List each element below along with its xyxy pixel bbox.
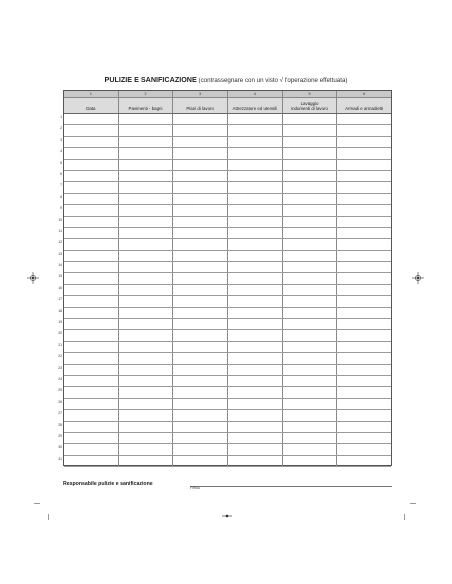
entry-cell[interactable]: [64, 444, 118, 454]
entry-cell[interactable]: [282, 262, 337, 272]
entry-cell[interactable]: [227, 330, 282, 340]
entry-cell[interactable]: [172, 228, 227, 238]
row-number: 17: [58, 297, 62, 302]
crop-mark: [404, 514, 405, 520]
entry-cell[interactable]: [172, 285, 227, 295]
table-row: [64, 217, 391, 228]
entry-cell[interactable]: [282, 353, 337, 363]
entry-cell[interactable]: [172, 399, 227, 409]
entry-cell[interactable]: [227, 137, 282, 147]
entry-cell[interactable]: [118, 319, 173, 329]
entry-cell[interactable]: [64, 422, 118, 432]
row-number: 23: [58, 365, 62, 370]
row-number: 6: [60, 171, 62, 176]
entry-cell[interactable]: [336, 114, 391, 124]
table-row: [64, 171, 391, 182]
entry-cell[interactable]: [64, 376, 118, 386]
entry-cell[interactable]: [336, 205, 391, 215]
row-number: 14: [58, 263, 62, 268]
entry-cell[interactable]: [64, 205, 118, 215]
entry-cell[interactable]: [282, 217, 337, 227]
entry-cell[interactable]: [282, 251, 337, 261]
entry-cell[interactable]: [336, 342, 391, 352]
row-number: 19: [58, 320, 62, 325]
table-row: [64, 308, 391, 319]
table-row: [64, 137, 391, 148]
table-row: [64, 182, 391, 193]
table-row: [64, 433, 391, 444]
entry-cell[interactable]: [118, 296, 173, 306]
entry-cell[interactable]: [336, 296, 391, 306]
entry-cell[interactable]: [118, 205, 173, 215]
registration-mark-bottom-icon: [222, 511, 232, 521]
row-number: 8: [60, 194, 62, 199]
row-number: 29: [58, 433, 62, 438]
entry-cell[interactable]: [336, 228, 391, 238]
row-number-column: [56, 112, 63, 465]
entry-cell[interactable]: [172, 125, 227, 135]
table-row: [64, 365, 391, 376]
entry-cell[interactable]: [282, 330, 337, 340]
entry-cell[interactable]: [64, 387, 118, 397]
entry-cell[interactable]: [282, 433, 337, 443]
entry-cell[interactable]: [172, 137, 227, 147]
entry-cell[interactable]: [64, 433, 118, 443]
entry-cell[interactable]: [227, 456, 282, 466]
entry-cell[interactable]: [118, 273, 173, 283]
row-number: 12: [58, 240, 62, 245]
entry-cell[interactable]: [64, 239, 118, 249]
entry-cell[interactable]: [172, 410, 227, 420]
entry-cell[interactable]: [227, 251, 282, 261]
entry-cell[interactable]: [64, 319, 118, 329]
row-number: 4: [60, 149, 62, 154]
entry-cell[interactable]: [64, 273, 118, 283]
entry-cell[interactable]: [118, 125, 173, 135]
entry-cell[interactable]: [118, 285, 173, 295]
entry-cell[interactable]: [64, 285, 118, 295]
entry-cell[interactable]: [336, 273, 391, 283]
table-row: [64, 296, 391, 307]
entry-cell[interactable]: [172, 148, 227, 158]
entry-cell[interactable]: [64, 251, 118, 261]
entry-cell[interactable]: [172, 308, 227, 318]
entry-cell[interactable]: [64, 125, 118, 135]
table-row: [64, 353, 391, 364]
entry-cell[interactable]: [227, 353, 282, 363]
table-row: [64, 239, 391, 250]
table-row: [64, 251, 391, 262]
entry-cell[interactable]: [118, 137, 173, 147]
entry-cell[interactable]: [64, 365, 118, 375]
entry-cell[interactable]: [227, 273, 282, 283]
entry-cell[interactable]: [64, 353, 118, 363]
entry-cell[interactable]: [64, 171, 118, 181]
entry-cell[interactable]: [118, 410, 173, 420]
table-body: [64, 113, 391, 466]
entry-cell[interactable]: [282, 285, 337, 295]
entry-cell[interactable]: [282, 422, 337, 432]
table-row: [64, 376, 391, 387]
entry-cell[interactable]: [227, 194, 282, 204]
entry-cell[interactable]: [282, 444, 337, 454]
table-row: [64, 285, 391, 296]
entry-cell[interactable]: [282, 137, 337, 147]
column-header-date: Data: [86, 106, 96, 111]
entry-cell[interactable]: [282, 387, 337, 397]
column-number: 3: [172, 91, 227, 97]
entry-cell[interactable]: [227, 365, 282, 375]
table-row: [64, 114, 391, 125]
registration-mark-left-icon: [27, 272, 39, 284]
entry-cell[interactable]: [336, 239, 391, 249]
column-number: 1: [89, 92, 92, 96]
row-number: 26: [58, 399, 62, 404]
row-number: 16: [58, 285, 62, 290]
entry-cell[interactable]: [227, 205, 282, 215]
entry-cell[interactable]: [336, 456, 391, 466]
entry-cell[interactable]: [118, 365, 173, 375]
column-number: 2: [118, 91, 173, 97]
entry-cell[interactable]: [227, 308, 282, 318]
entry-cell[interactable]: [336, 387, 391, 397]
row-number: 11: [58, 228, 62, 233]
entry-cell[interactable]: [227, 228, 282, 238]
entry-cell[interactable]: [172, 171, 227, 181]
entry-cell[interactable]: [64, 137, 118, 147]
entry-cell[interactable]: [282, 114, 337, 124]
entry-cell[interactable]: [227, 433, 282, 443]
entry-cell[interactable]: [336, 399, 391, 409]
row-number: 20: [58, 331, 62, 336]
entry-cell[interactable]: [336, 262, 391, 272]
entry-cell[interactable]: [282, 182, 337, 192]
entry-cell[interactable]: [118, 194, 173, 204]
entry-cell[interactable]: [172, 217, 227, 227]
entry-cell[interactable]: [282, 399, 337, 409]
table-row: [64, 342, 391, 353]
entry-cell[interactable]: [282, 228, 337, 238]
entry-cell[interactable]: [64, 160, 118, 170]
row-number: 3: [60, 137, 62, 142]
entry-cell[interactable]: [227, 182, 282, 192]
entry-cell[interactable]: [64, 182, 118, 192]
entry-cell[interactable]: [336, 160, 391, 170]
entry-cell[interactable]: [282, 160, 337, 170]
registration-mark-right-icon: [412, 272, 424, 284]
column-number: 5: [282, 91, 337, 97]
entry-cell[interactable]: [172, 296, 227, 306]
table-row: [64, 410, 391, 421]
entry-cell[interactable]: [172, 239, 227, 249]
entry-cell[interactable]: [282, 319, 337, 329]
entry-cell[interactable]: [227, 399, 282, 409]
responsible-label: Responsabile pulizie e sanificazione: [63, 481, 153, 487]
row-number: 10: [58, 217, 62, 222]
entry-cell[interactable]: [118, 456, 173, 466]
entry-cell[interactable]: [282, 410, 337, 420]
entry-cell[interactable]: [64, 296, 118, 306]
entry-cell[interactable]: [336, 353, 391, 363]
table-row: [64, 456, 391, 467]
entry-cell[interactable]: [172, 319, 227, 329]
entry-cell[interactable]: [336, 251, 391, 261]
row-number: 13: [58, 251, 62, 256]
entry-cell[interactable]: [282, 376, 337, 386]
entry-cell[interactable]: [118, 422, 173, 432]
entry-cell[interactable]: [118, 114, 173, 124]
entry-cell[interactable]: [227, 125, 282, 135]
entry-cell[interactable]: [64, 148, 118, 158]
entry-cell[interactable]: [172, 444, 227, 454]
row-number: 18: [58, 308, 62, 313]
entry-cell[interactable]: [227, 296, 282, 306]
entry-cell[interactable]: [336, 125, 391, 135]
row-number: 1: [60, 114, 62, 119]
crop-mark: [48, 514, 49, 520]
column-header-equipment-utensils: Attrezzature ed utensili: [227, 98, 282, 113]
entry-cell[interactable]: [64, 330, 118, 340]
entry-cell[interactable]: [336, 148, 391, 158]
table-row: [64, 422, 391, 433]
entry-cell[interactable]: [118, 262, 173, 272]
entry-cell[interactable]: [336, 217, 391, 227]
entry-cell[interactable]: [172, 433, 227, 443]
entry-cell[interactable]: [172, 456, 227, 466]
entry-cell[interactable]: [172, 194, 227, 204]
entry-cell[interactable]: [282, 308, 337, 318]
entry-cell[interactable]: [118, 399, 173, 409]
entry-cell[interactable]: [118, 148, 173, 158]
entry-cell[interactable]: [336, 365, 391, 375]
table-row: [64, 205, 391, 216]
entry-cell[interactable]: [282, 273, 337, 283]
entry-cell[interactable]: [282, 239, 337, 249]
entry-cell[interactable]: [172, 342, 227, 352]
entry-cell[interactable]: [282, 365, 337, 375]
entry-cell[interactable]: [172, 365, 227, 375]
entry-cell[interactable]: [227, 319, 282, 329]
entry-cell[interactable]: [64, 399, 118, 409]
row-number: 5: [60, 160, 62, 165]
row-number: 25: [58, 388, 62, 393]
crop-mark: [410, 503, 416, 504]
entry-cell[interactable]: [227, 342, 282, 352]
entry-cell[interactable]: [336, 376, 391, 386]
entry-cell[interactable]: [172, 422, 227, 432]
entry-cell[interactable]: [336, 422, 391, 432]
table-row: [64, 194, 391, 205]
form-title-main: PULIZIE E SANIFICAZIONE: [104, 75, 197, 84]
entry-cell[interactable]: [172, 160, 227, 170]
entry-cell[interactable]: [172, 205, 227, 215]
entry-cell[interactable]: [336, 444, 391, 454]
entry-cell[interactable]: [282, 342, 337, 352]
table-row: [64, 228, 391, 239]
entry-cell[interactable]: [227, 114, 282, 124]
entry-cell[interactable]: [282, 296, 337, 306]
entry-cell[interactable]: [118, 239, 173, 249]
crop-mark: [34, 503, 40, 504]
entry-cell[interactable]: [118, 330, 173, 340]
entry-cell[interactable]: [227, 148, 282, 158]
table-row: [64, 148, 391, 159]
entry-cell[interactable]: [64, 262, 118, 272]
entry-cell[interactable]: [118, 228, 173, 238]
entry-cell[interactable]: [227, 160, 282, 170]
entry-cell[interactable]: [227, 444, 282, 454]
row-number: 27: [58, 411, 62, 416]
entry-cell[interactable]: [227, 171, 282, 181]
entry-cell[interactable]: [227, 239, 282, 249]
entry-cell[interactable]: [172, 376, 227, 386]
column-header-work-clothes-washing: Lavaggio indumenti di lavoro: [282, 98, 337, 113]
row-number: 15: [58, 274, 62, 279]
entry-cell[interactable]: [336, 410, 391, 420]
entry-cell[interactable]: [336, 182, 391, 192]
column-number: 4: [227, 91, 282, 97]
table-row: [64, 444, 391, 455]
entry-cell[interactable]: [336, 171, 391, 181]
column-header-row: [64, 97, 391, 113]
entry-cell[interactable]: [118, 353, 173, 363]
entry-cell[interactable]: [172, 273, 227, 283]
entry-cell[interactable]: [282, 125, 337, 135]
signature-line[interactable]: [190, 486, 392, 487]
column-header-floors-bathrooms: Pavimenti - bagni: [118, 98, 173, 113]
entry-cell[interactable]: [64, 342, 118, 352]
entry-cell[interactable]: [282, 148, 337, 158]
entry-cell[interactable]: [336, 319, 391, 329]
entry-cell[interactable]: [336, 433, 391, 443]
entry-cell[interactable]: [172, 251, 227, 261]
row-number: 2: [60, 126, 62, 131]
entry-cell[interactable]: [227, 422, 282, 432]
entry-cell[interactable]: [172, 330, 227, 340]
entry-cell[interactable]: [118, 444, 173, 454]
entry-cell[interactable]: [336, 194, 391, 204]
entry-cell[interactable]: [64, 410, 118, 420]
entry-cell[interactable]: [227, 262, 282, 272]
form-title-note: (contrassegnare con un visto √ l'operazione effettuata): [198, 77, 348, 84]
entry-cell[interactable]: [118, 387, 173, 397]
entry-cell[interactable]: [118, 251, 173, 261]
entry-cell[interactable]: [118, 376, 173, 386]
table-row: [64, 273, 391, 284]
column-header-cabinets-lockers: Armadi e armadietti: [336, 98, 391, 113]
entry-cell[interactable]: [172, 387, 227, 397]
entry-cell[interactable]: [64, 228, 118, 238]
table-row: [64, 319, 391, 330]
signature-label: FIRMA: [190, 486, 200, 490]
form-title: [0, 76, 452, 85]
entry-cell[interactable]: [172, 114, 227, 124]
entry-cell[interactable]: [172, 353, 227, 363]
entry-cell[interactable]: [227, 387, 282, 397]
entry-cell[interactable]: [64, 114, 118, 124]
entry-cell[interactable]: [118, 217, 173, 227]
entry-cell[interactable]: [118, 308, 173, 318]
entry-cell[interactable]: [118, 182, 173, 192]
table-row: [64, 387, 391, 398]
entry-cell[interactable]: [118, 342, 173, 352]
entry-cell[interactable]: [118, 171, 173, 181]
entry-cell[interactable]: [64, 194, 118, 204]
entry-cell[interactable]: [282, 205, 337, 215]
row-number: 24: [58, 376, 62, 381]
entry-cell[interactable]: [64, 456, 118, 466]
entry-cell[interactable]: [227, 285, 282, 295]
row-number: 21: [58, 342, 62, 347]
entry-cell[interactable]: [227, 410, 282, 420]
table-row: [64, 399, 391, 410]
row-number: 28: [58, 422, 62, 427]
table-row: [64, 125, 391, 136]
entry-cell[interactable]: [172, 182, 227, 192]
entry-cell[interactable]: [282, 194, 337, 204]
entry-cell[interactable]: [336, 308, 391, 318]
entry-cell[interactable]: [64, 308, 118, 318]
column-number: 6: [336, 91, 391, 97]
entry-cell[interactable]: [118, 433, 173, 443]
row-number: 7: [60, 183, 62, 188]
entry-cell[interactable]: [172, 262, 227, 272]
entry-cell[interactable]: [118, 160, 173, 170]
entry-cell[interactable]: [336, 137, 391, 147]
entry-cell[interactable]: [336, 285, 391, 295]
cleaning-log-table: [63, 90, 392, 466]
row-number: 9: [60, 206, 62, 211]
entry-cell[interactable]: [227, 217, 282, 227]
table-row: [64, 160, 391, 171]
entry-cell[interactable]: [336, 330, 391, 340]
column-header-work-surfaces: Piani di lavoro: [172, 98, 227, 113]
row-number: 31: [58, 456, 62, 461]
table-row: [64, 262, 391, 273]
entry-cell[interactable]: [227, 376, 282, 386]
entry-cell[interactable]: [282, 456, 337, 466]
row-number: 30: [58, 445, 62, 450]
row-number: 22: [58, 354, 62, 359]
table-row: [64, 330, 391, 341]
entry-cell[interactable]: [282, 171, 337, 181]
entry-cell[interactable]: [64, 217, 118, 227]
